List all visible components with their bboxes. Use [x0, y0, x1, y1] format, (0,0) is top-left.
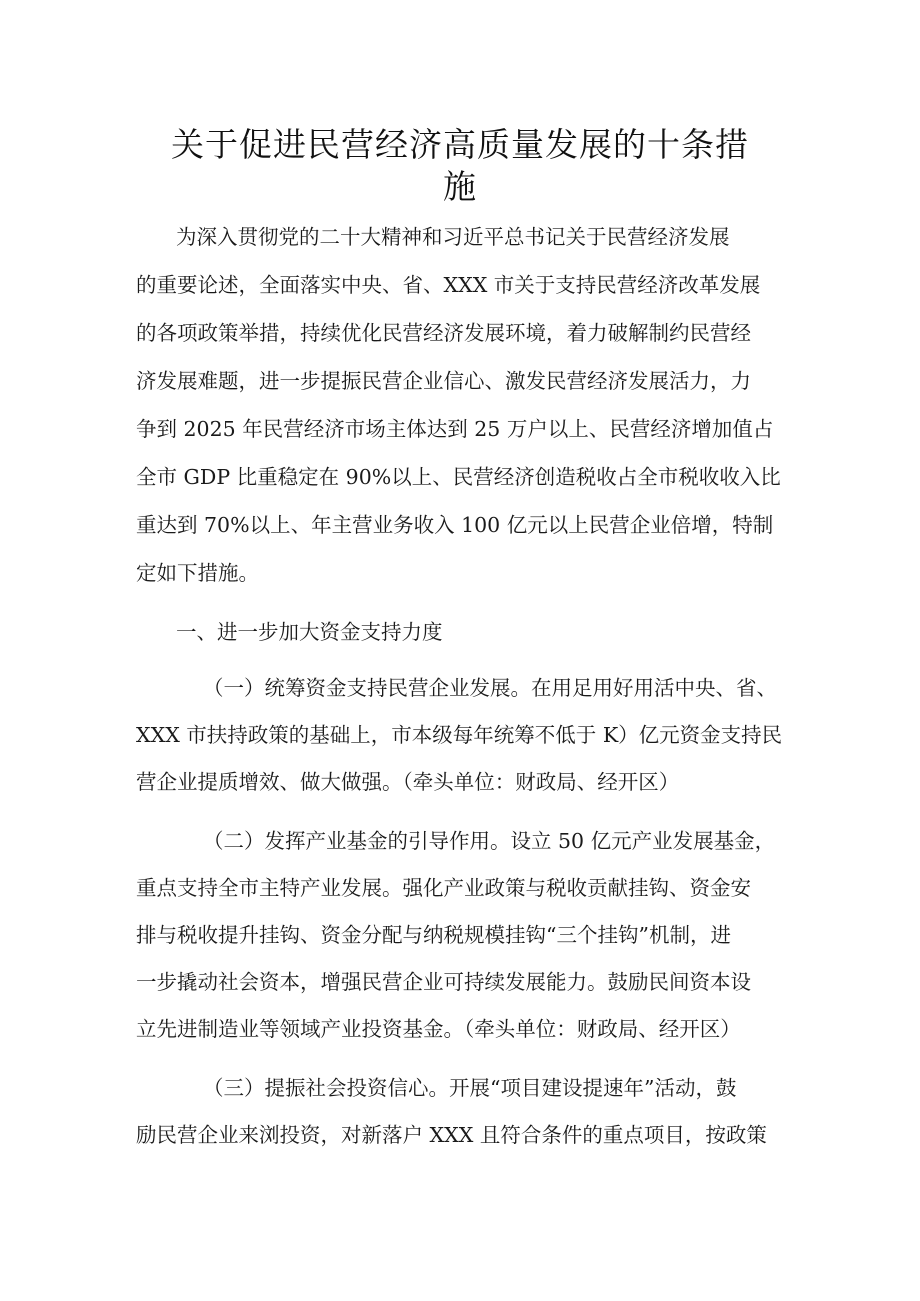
- intro-line: 济发展难题，进一步提振民营企业信心、激发民营经济发展活力，力: [136, 369, 751, 393]
- item-2-line: 重点支持全市主特产业发展。强化产业政策与税收贡献挂钩、资金安: [136, 876, 751, 900]
- intro-line: 争到 2025 年民营经济市场主体达到 25 万户以上、民营经济增加值占: [136, 417, 774, 441]
- item-1-line: （一）统筹资金支持民营企业发展。在用足用好用活中央、省、: [203, 676, 777, 700]
- item-2-line: 排与税收提升挂钩、资金分配与纳税规模挂钩“三个挂钩”机制，进: [136, 923, 731, 947]
- item-2-line: 一步撬动社会资本，增强民营企业可持续发展能力。鼓励民间资本设: [136, 970, 751, 994]
- item-1-line: XXX 市扶持政策的基础上，市本级每年统筹不低于 K）亿元资金支持民: [136, 723, 783, 747]
- intro-line: 的各项政策举措，持续优化民营经济发展环境，着力破解制约民营经: [136, 321, 751, 345]
- intro-line: 全市 GDP 比重稳定在 90%以上、民营经济创造税收占全市税收收入比: [136, 465, 781, 489]
- item-1-line: 营企业提质增效、做大做强。（牵头单位：财政局、经开区）: [136, 770, 680, 794]
- intro-line: 的重要论述，全面落实中央、省、XXX 市关于支持民营经济改革发展: [136, 273, 761, 297]
- item-3-line: 励民营企业来浏投资，对新落户 XXX 且符合条件的重点项目，按政策: [136, 1123, 767, 1147]
- item-3-line: （三）提振社会投资信心。开展“项目建设提速年”活动，鼓: [203, 1076, 737, 1100]
- intro-line: 为深入贯彻党的二十大精神和习近平总书记关于民营经济发展: [176, 225, 730, 249]
- item-2-line: （二）发挥产业基金的引导作用。设立 50 亿元产业发展基金，: [203, 829, 776, 853]
- intro-line: 定如下措施。: [136, 561, 259, 585]
- intro-line: 重达到 70%以上、年主营业务收入 100 亿元以上民营企业倍增，特制: [136, 513, 774, 537]
- section-heading: 一、进一步加大资金支持力度: [176, 620, 443, 644]
- document-title-line-2: 施: [443, 167, 477, 206]
- item-2-line: 立先进制造业等领域产业投资基金。（牵头单位：财政局、经开区）: [136, 1017, 741, 1041]
- document-title-line-1: 关于促进民营经济高质量发展的十条措: [171, 125, 749, 164]
